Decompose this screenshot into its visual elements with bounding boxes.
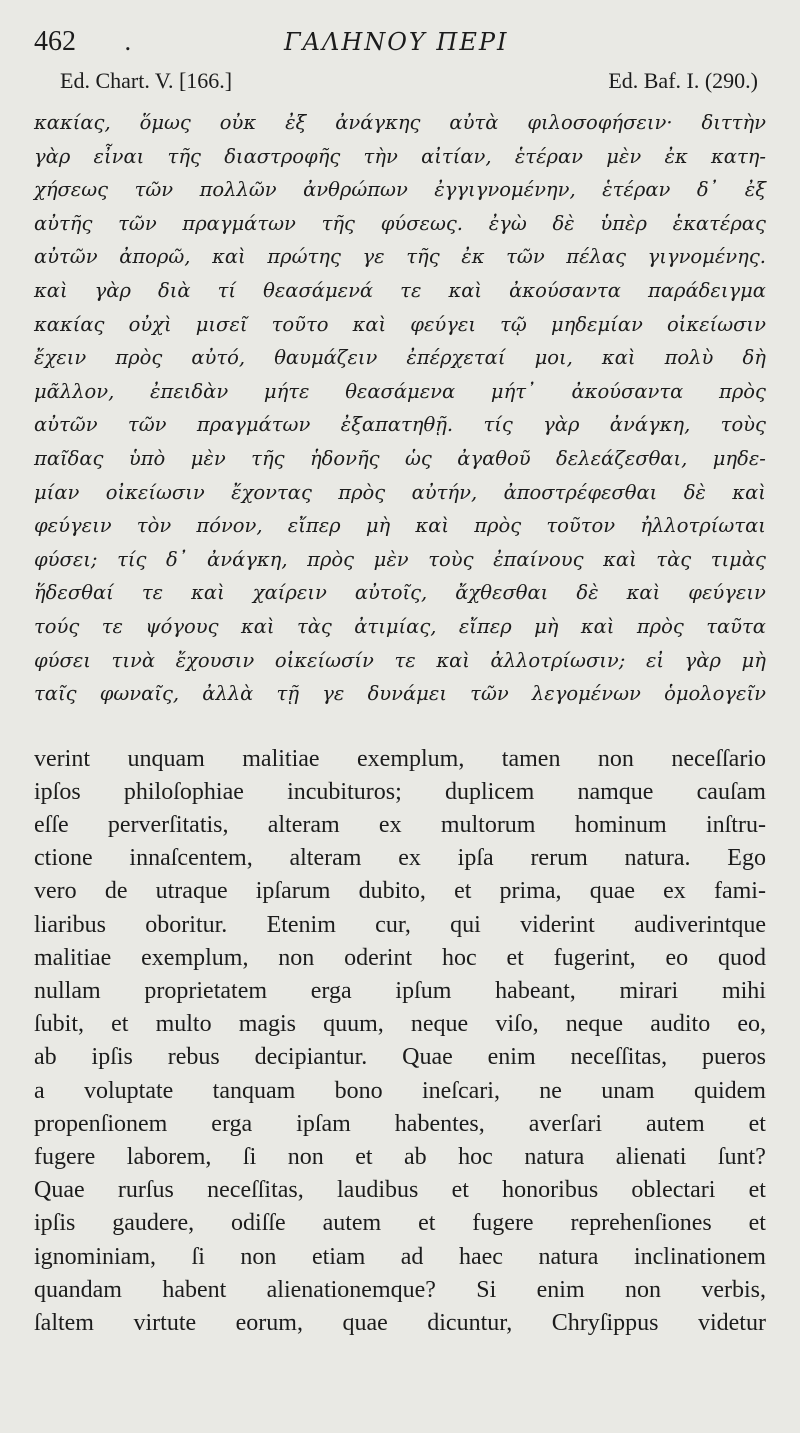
latin-text-line: ipſis gaudere, odiſſe autem et fugere reprehenſiones et <box>34 1210 766 1237</box>
latin-text-line: ctione innaſcentem, alteram ex ipſa rerum natura. Ego <box>34 845 766 872</box>
running-head <box>34 26 766 62</box>
greek-text-line: τούς τε ψόγους καὶ τὰς ἀτιμίας, εἴπερ μὴ καὶ πρὸς ταῦτα <box>34 614 766 638</box>
greek-text-line: αὐτῆς τῶν πραγμάτων τῆς φύσεως. ἐγὼ δὲ ὑπὲρ ἑκατέρας <box>34 211 766 235</box>
greek-text-line: αὐτῶν τῶν πραγμάτων ἐξαπατηθῇ. τίς γὰρ ἀνάγκη, τοὺς <box>34 413 766 437</box>
greek-text-line: ταῖς φωναῖς, ἀλλὰ τῇ γε δυνάμει τῶν λεγομένων ὁμολογεῖν <box>34 682 766 706</box>
greek-text-line: χήσεως τῶν πολλῶν ἀνθρώπων ἐγγιγνομένην, ἑτέραν δ᾿ ἐξ <box>34 178 766 202</box>
edition-reference-line <box>34 68 766 98</box>
greek-text-block <box>34 106 766 711</box>
latin-text-line: liaribus oboritur. Etenim cur, qui viderint audiverintque <box>34 911 766 938</box>
latin-text-line: ipſos philoſophiae incubituros; duplicem namque cauſam <box>34 778 766 805</box>
latin-text-line: malitiae exemplum, non oderint hoc et fugerint, eo quod <box>34 944 766 971</box>
latin-text-line: ab ipſis rebus decipiantur. Quae enim neceſſitas, pueros <box>34 1044 766 1071</box>
latin-text-line: Quae rurſus neceſſitas, laudibus et honoribus oblectari et <box>34 1177 766 1204</box>
latin-text-line: quandam habent alienationemque? Si enim non verbis, <box>34 1276 766 1303</box>
greek-text-line: μᾶλλον, ἐπειδὰν μήτε θεασάμενα μήτ᾿ ἀκούσαντα πρὸς <box>34 379 766 403</box>
running-title: ΓΑΛΗΝΟΥ ΠΕΡΙ <box>284 28 509 56</box>
page-number: 462 <box>34 26 76 57</box>
latin-text-line: a voluptate tanquam bono ineſcari, ne unam quidem <box>34 1077 766 1104</box>
latin-text-block <box>34 743 766 1340</box>
greek-text-line: καὶ γὰρ διὰ τί θεασάμενά τε καὶ ἀκούσαντα παράδειγμα <box>34 278 766 302</box>
greek-text-line: κακίας οὐχὶ μισεῖ τοῦτο καὶ φεύγει τῷ μηδεμίαν οἰκείωσιν <box>34 312 766 336</box>
greek-text-line: φύσει τινὰ ἔχουσιν οἰκείωσίν τε καὶ ἀλλοτρίωσιν; εἰ γὰρ μὴ <box>34 648 766 672</box>
latin-text-line: verint unquam malitiae exemplum, tamen non neceſſario <box>34 745 766 772</box>
greek-text-line: φύσει; τίς δ᾿ ἀνάγκη, πρὸς μὲν τοὺς ἐπαίνους καὶ τὰς τιμὰς <box>34 547 766 571</box>
greek-text-line: φεύγειν τὸν πόνον, εἴπερ μὴ καὶ πρὸς τοῦτον ἠλλοτρίωται <box>34 514 766 538</box>
header-dot: . <box>124 28 132 56</box>
latin-text-line: fugere laborem, ſi non et ab hoc natura alienati ſunt? <box>34 1143 766 1170</box>
latin-text-line: ſubit, et multo magis quum, neque viſo, neque audito eo, <box>34 1011 766 1038</box>
greek-text-line: παῖδας ὑπὸ μὲν τῆς ἡδονῆς ὡς ἀγαθοῦ δελεάζεσθαι, μηδε- <box>34 446 766 470</box>
latin-text-line: propenſionem erga ipſam habentes, averſari autem et <box>34 1110 766 1137</box>
greek-text-line: ἔχειν πρὸς αὐτό, θαυμάζειν ἐπέρχεταί μοι, καὶ πολὺ δὴ <box>34 346 766 370</box>
latin-text-line: ſaltem virtute eorum, quae dicuntur, Chryſippus videtur <box>34 1309 766 1336</box>
greek-text-line: κακίας, ὅμως οὐκ ἐξ ἀνάγκης αὐτὰ φιλοσοφήσειν· διττὴν <box>34 111 766 134</box>
edition-basel: Ed. Baf. I. (290.) <box>608 68 758 93</box>
latin-text-line: eſſe perverſitatis, alteram ex multorum hominum inſtru- <box>34 812 766 839</box>
latin-text-line: ignominiam, ſi non etiam ad haec natura inclinationem <box>34 1243 766 1270</box>
latin-text-line: nullam proprietatem erga ipſum habeant, mirari mihi <box>34 978 766 1004</box>
latin-text-line: vero de utraque ipſarum dubito, et prima, quae ex fami- <box>34 878 766 905</box>
edition-chartier: Ed. Chart. V. [166.] <box>60 68 233 93</box>
greek-text-line: αὐτῶν ἀπορῶ, καὶ πρώτης γε τῆς ἐκ τῶν πέλας γιγνομένης. <box>34 245 766 269</box>
greek-text-line: μίαν οἰκείωσιν ἔχοντας πρὸς αὐτήν, ἀποστρέφεσθαι δὲ καὶ <box>34 480 766 504</box>
greek-text-line: ἥδεσθαί τε καὶ χαίρειν αὐτοῖς, ἄχθεσθαι δὲ καὶ φεύγειν <box>34 581 766 605</box>
greek-text-line: γὰρ εἶναι τῆς διαστροφῆς τὴν αἰτίαν, ἑτέραν μὲν ἐκ κατη- <box>34 144 766 168</box>
